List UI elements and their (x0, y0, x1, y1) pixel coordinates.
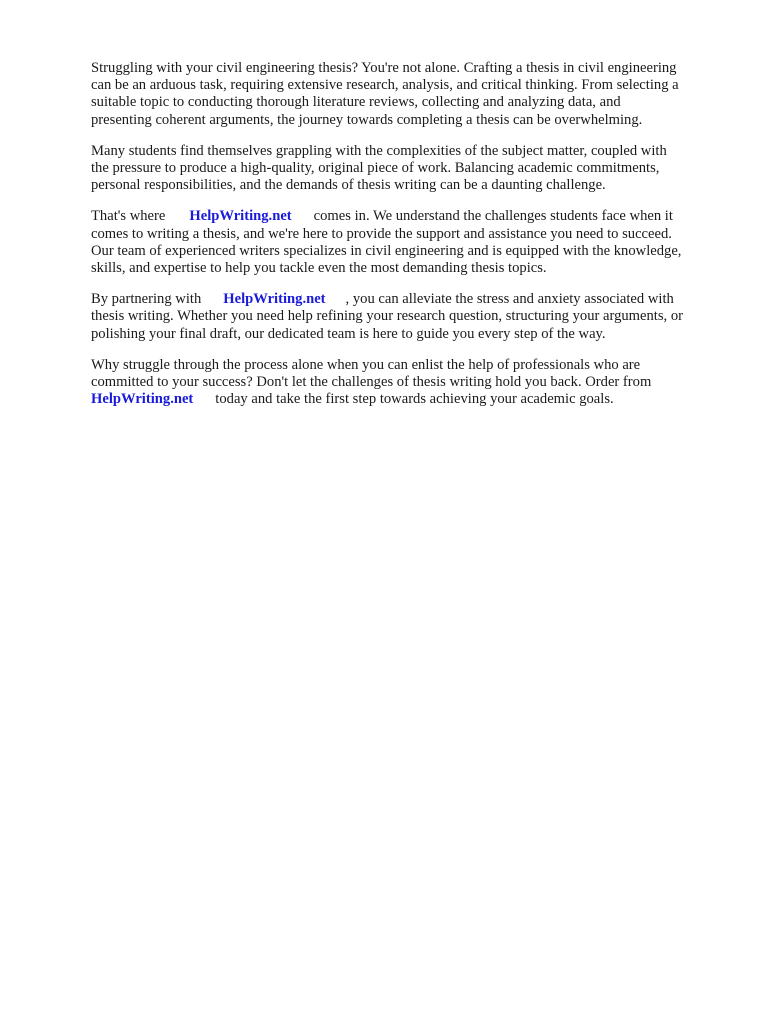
text-line (91, 208, 731, 225)
text-line: Struggling with your civil engineering thesis? You're not alone. Crafting a thesis in civil engineering (91, 60, 677, 76)
text-line: skills, and expertise to help you tackle even the most demanding thesis topics. (91, 260, 547, 277)
paragraph-call-to-action (91, 357, 731, 409)
paragraph-struggles (91, 143, 731, 195)
text-fragment: That's where (91, 208, 166, 225)
paragraph-partnering (91, 291, 731, 343)
document-page (91, 60, 731, 422)
text-line: suitable topic to conducting thorough literature reviews, collecting and analyzing data, and (91, 94, 621, 111)
text-fragment: comes in. We understand the challenges students face when it (313, 208, 673, 225)
text-fragment: By partnering with (91, 291, 202, 308)
text-line: Our team of experienced writers specializes in civil engineering and is equipped with the knowledge, (91, 242, 682, 259)
text-line: comes to writing a thesis, and we're here to provide the support and assistance you need to succeed. (91, 225, 672, 242)
text-line: committed to your success? Don't let the challenges of thesis writing hold you back. Order from (91, 374, 652, 391)
text-fragment: today and take the first step towards achieving your academic goals. (215, 391, 614, 408)
text-line: Why struggle through the process alone when you can enlist the help of professionals who are (91, 356, 641, 373)
text-line: the pressure to produce a high-quality, original piece of work. Balancing academic commitments, (91, 160, 660, 177)
helpwriting-link[interactable]: HelpWriting.net (91, 391, 194, 408)
text-line: personal responsibilities, and the demands of thesis writing can be a daunting challenge. (91, 177, 606, 194)
paragraph-service (91, 208, 731, 277)
helpwriting-link[interactable]: HelpWriting.net (223, 291, 326, 308)
text-line: presenting coherent arguments, the journey towards completing a thesis can be overwhelming. (91, 111, 643, 128)
text-line: thesis writing. Whether you need help refining your research question, structuring your arguments, or (91, 308, 683, 325)
text-line (91, 391, 731, 408)
text-line: can be an arduous task, requiring extensive research, analysis, and critical thinking. From selecting a (91, 77, 679, 94)
paragraph-intro (91, 60, 731, 129)
text-line (91, 291, 731, 308)
helpwriting-link[interactable]: HelpWriting.net (189, 208, 292, 225)
text-line: polishing your final draft, our dedicated team is here to guide you every step of the way. (91, 325, 606, 342)
text-fragment: , you can alleviate the stress and anxiety associated with (345, 291, 674, 308)
text-line: Many students find themselves grappling with the complexities of the subject matter, coupled with (91, 142, 667, 159)
